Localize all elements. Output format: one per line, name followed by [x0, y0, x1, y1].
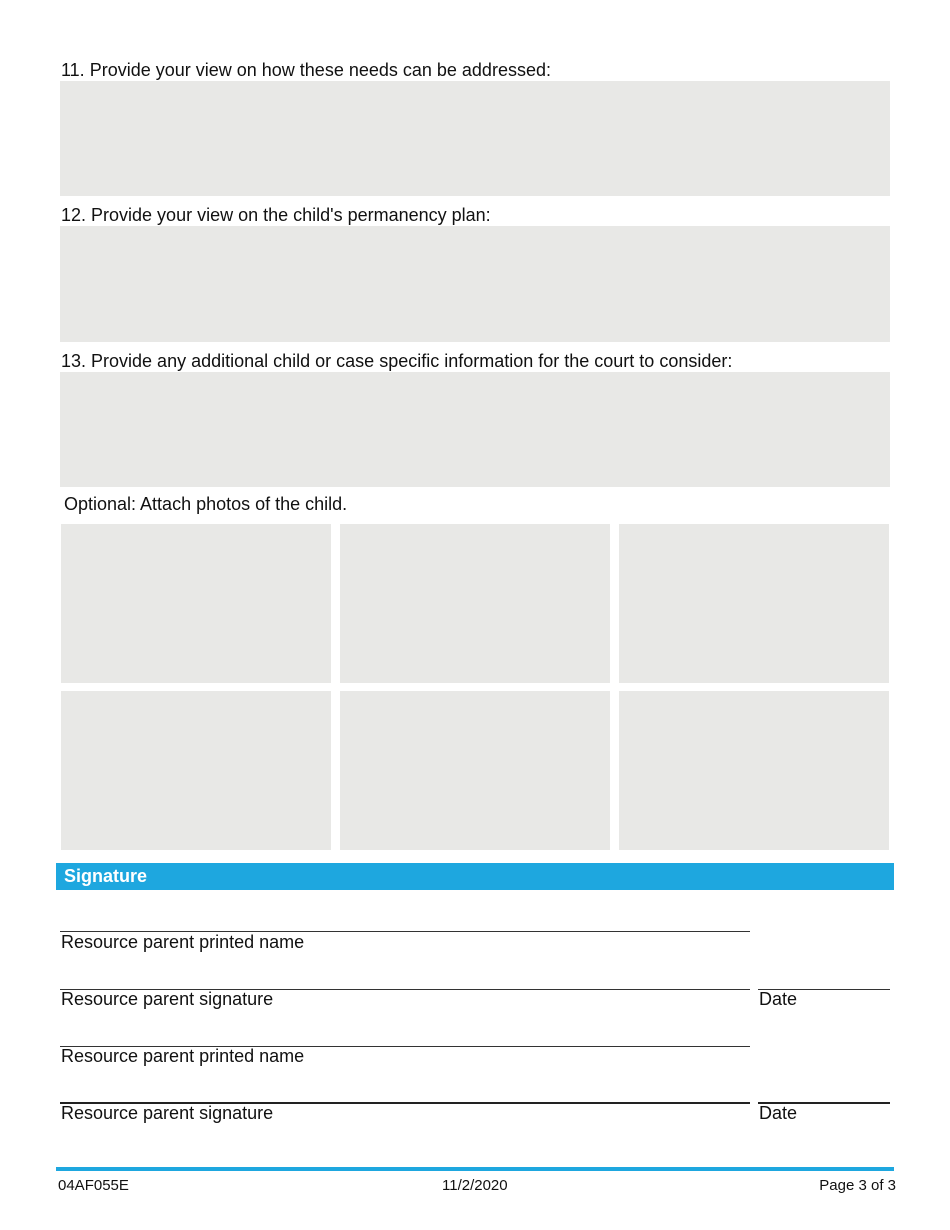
photos-label: Optional: Attach photos of the child. — [64, 494, 348, 514]
signature-section-header: Signature — [56, 863, 894, 890]
date-2-label: Date — [759, 1103, 798, 1123]
signature-1-label: Resource parent signature — [61, 989, 274, 1009]
photo-slot-2[interactable] — [340, 524, 610, 683]
question-13-label: 13. Provide any additional child or case specific information for the court to consider: — [61, 351, 733, 371]
printed-name-2-label: Resource parent printed name — [61, 1046, 305, 1066]
question-11-label: 11. Provide your view on how these needs can be addressed: — [61, 60, 551, 80]
date-1-label: Date — [759, 989, 798, 1009]
footer-form-id: 04AF055E — [58, 1177, 129, 1194]
question-11-field[interactable] — [60, 81, 890, 196]
signature-2-label: Resource parent signature — [61, 1103, 274, 1123]
question-12-label: 12. Provide your view on the child's permanency plan: — [61, 205, 491, 225]
photo-slot-4[interactable] — [61, 691, 331, 850]
footer-page-number: Page 3 of 3 — [819, 1177, 896, 1194]
question-12-field[interactable] — [60, 226, 890, 342]
photo-slot-3[interactable] — [619, 524, 889, 683]
footer-date: 11/2/2020 — [442, 1177, 508, 1194]
photo-slot-5[interactable] — [340, 691, 610, 850]
printed-name-1-label: Resource parent printed name — [61, 932, 305, 952]
photo-slot-6[interactable] — [619, 691, 889, 850]
footer-divider — [56, 1167, 894, 1171]
question-13-field[interactable] — [60, 372, 890, 487]
photo-slot-1[interactable] — [61, 524, 331, 683]
